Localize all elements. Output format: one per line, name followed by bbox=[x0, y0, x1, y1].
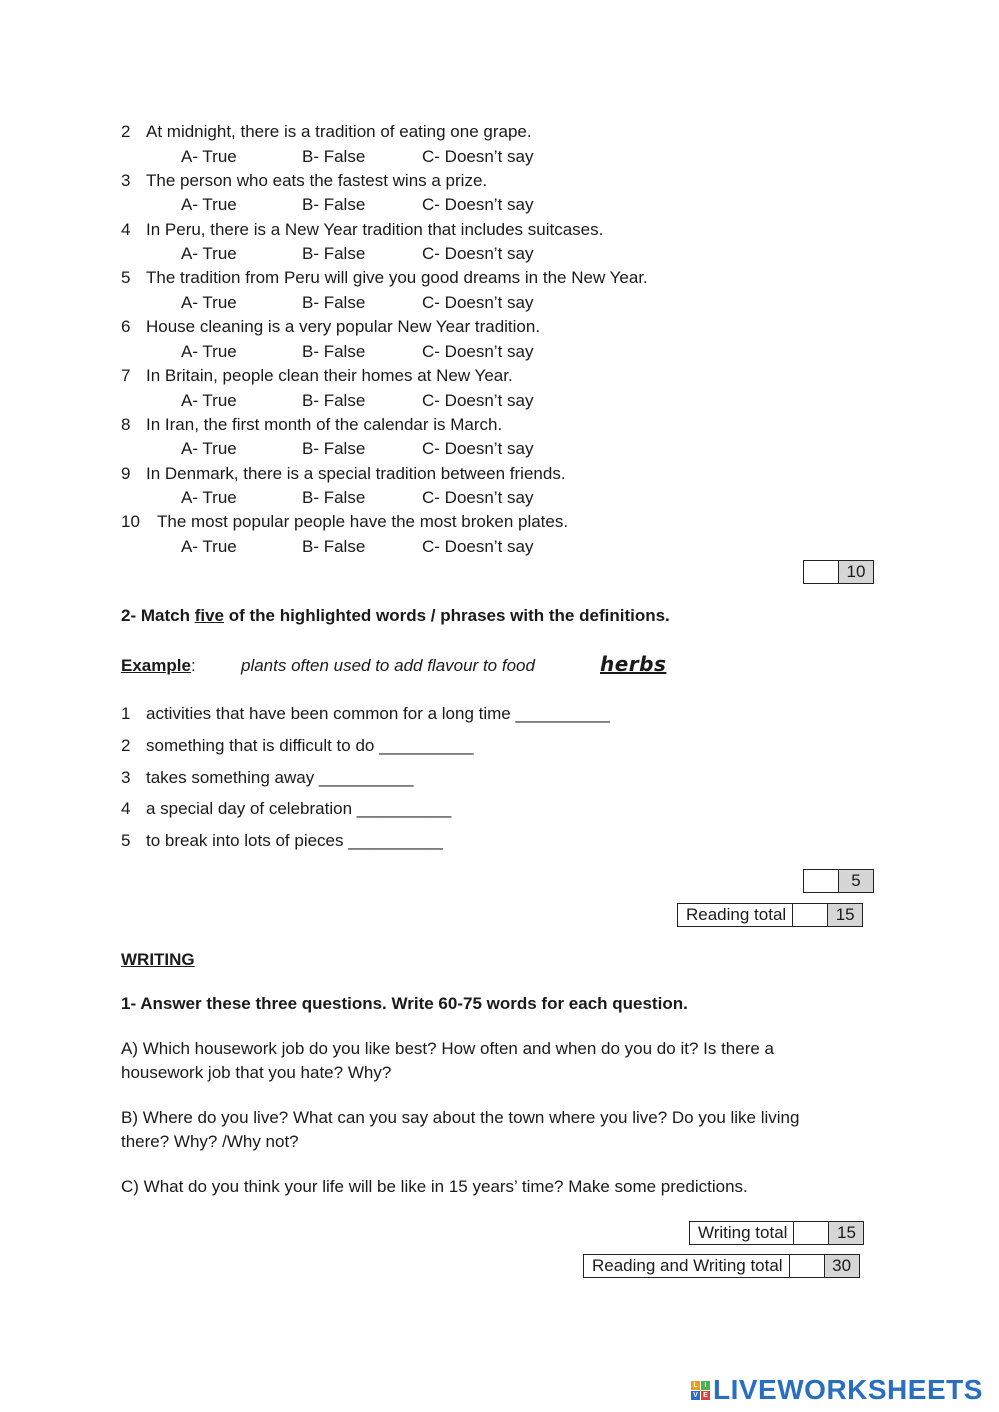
question-text: The tradition from Peru will give you good dreams in the New Year. bbox=[146, 268, 648, 288]
tf-score-max: 10 bbox=[839, 561, 873, 583]
match-item-number: 4 bbox=[121, 799, 131, 819]
example-answer: herbs bbox=[600, 652, 667, 676]
reading-total-max: 15 bbox=[828, 904, 862, 926]
question-b-line2: there? Why? /Why not? bbox=[121, 1132, 299, 1151]
match-item-number: 2 bbox=[121, 735, 131, 755]
option-c[interactable]: C- Doesn’t say bbox=[422, 488, 534, 508]
question-c: C) What do you think your life will be like in 15 years’ time? Make some predictions. bbox=[121, 1177, 748, 1196]
liveworksheets-logo[interactable] bbox=[691, 1374, 983, 1406]
option-a[interactable]: A- True bbox=[181, 292, 237, 312]
tf-score-input[interactable] bbox=[804, 561, 839, 583]
option-a[interactable]: A- True bbox=[181, 341, 237, 361]
question-text: In Denmark, there is a special tradition between friends. bbox=[146, 463, 566, 483]
question-number: 7 bbox=[121, 366, 131, 385]
logo-icon: L I V E bbox=[691, 1381, 710, 1400]
writing-total-box bbox=[689, 1221, 864, 1245]
option-b[interactable]: B- False bbox=[302, 536, 366, 556]
question-b-line1: B) Where do you live? What can you say about the town where you live? Do you like living bbox=[121, 1108, 800, 1127]
overall-total-max: 30 bbox=[825, 1255, 859, 1277]
logo-text: LIVEWORKSHEETS bbox=[713, 1374, 983, 1405]
tf-score-box bbox=[803, 560, 874, 584]
option-a[interactable]: A- True bbox=[181, 390, 237, 410]
option-a[interactable]: A- True bbox=[181, 146, 237, 166]
writing-heading: 1- Answer these three questions. Write 60-75 words for each question. bbox=[121, 994, 688, 1013]
matching-score-max: 5 bbox=[839, 870, 873, 892]
option-c[interactable]: C- Doesn’t say bbox=[422, 439, 534, 459]
match-item-text[interactable]: activities that have been common for a long time __________ bbox=[146, 704, 611, 723]
question-number: 3 bbox=[121, 170, 131, 190]
match-item-text[interactable]: a special day of celebration __________ bbox=[146, 799, 452, 819]
option-c[interactable]: C- Doesn’t say bbox=[422, 244, 534, 264]
match-item-text[interactable]: to break into lots of pieces __________ bbox=[146, 831, 443, 851]
writing-total-max: 15 bbox=[829, 1222, 863, 1244]
option-c[interactable]: C- Doesn’t say bbox=[422, 536, 534, 556]
writing-total-label: Writing total bbox=[690, 1222, 794, 1244]
example-label: Example bbox=[121, 656, 191, 675]
matching-score-input[interactable] bbox=[804, 870, 839, 892]
question-text: In Britain, people clean their homes at New Year. bbox=[146, 366, 513, 385]
reading-total-input[interactable] bbox=[793, 904, 828, 926]
reading-total-label: Reading total bbox=[678, 904, 793, 926]
option-b[interactable]: B- False bbox=[302, 292, 366, 312]
option-a[interactable]: A- True bbox=[181, 536, 237, 556]
option-a[interactable]: A- True bbox=[181, 488, 237, 508]
question-number: 5 bbox=[121, 268, 131, 288]
option-c[interactable]: C- Doesn’t say bbox=[422, 341, 534, 361]
overall-total-box bbox=[583, 1254, 860, 1278]
option-a[interactable]: A- True bbox=[181, 439, 237, 459]
option-b[interactable]: B- False bbox=[302, 244, 366, 264]
question-text: The most popular people have the most broken plates. bbox=[157, 512, 569, 532]
question-a-line2: housework job that you hate? Why? bbox=[121, 1063, 392, 1082]
matching-score-box bbox=[803, 869, 874, 893]
match-item-number: 1 bbox=[121, 704, 131, 723]
option-c[interactable]: C- Doesn’t say bbox=[422, 292, 534, 312]
option-a[interactable]: A- True bbox=[181, 244, 237, 264]
option-a[interactable]: A- True bbox=[181, 195, 237, 215]
example-text: plants often used to add flavour to food bbox=[241, 656, 535, 675]
option-b[interactable]: B- False bbox=[302, 439, 366, 459]
overall-total-label: Reading and Writing total bbox=[584, 1255, 790, 1277]
option-b[interactable]: B- False bbox=[302, 488, 366, 508]
reading-total-box bbox=[677, 903, 863, 927]
question-text: House cleaning is a very popular New Year tradition. bbox=[146, 317, 541, 337]
question-a-line1: A) Which housework job do you like best? How often and when do you do it? Is there a bbox=[121, 1039, 774, 1058]
question-text: In Peru, there is a New Year tradition that includes suitcases. bbox=[146, 219, 604, 239]
question-text: The person who eats the fastest wins a prize. bbox=[146, 170, 488, 190]
question-number: 2 bbox=[121, 122, 131, 141]
option-b[interactable]: B- False bbox=[302, 195, 366, 215]
match-item-number: 3 bbox=[121, 767, 131, 787]
option-b[interactable]: B- False bbox=[302, 146, 366, 166]
option-b[interactable]: B- False bbox=[302, 341, 366, 361]
question-number: 9 bbox=[121, 463, 131, 483]
match-item-number: 5 bbox=[121, 831, 131, 851]
option-c[interactable]: C- Doesn’t say bbox=[422, 195, 534, 215]
question-number: 10 bbox=[121, 512, 140, 532]
option-c[interactable]: C- Doesn’t say bbox=[422, 146, 534, 166]
question-text: At midnight, there is a tradition of eating one grape. bbox=[146, 122, 532, 141]
question-number: 8 bbox=[121, 414, 131, 434]
question-text: In Iran, the first month of the calendar is March. bbox=[146, 414, 503, 434]
option-b[interactable]: B- False bbox=[302, 390, 366, 410]
match-item-text[interactable]: takes something away __________ bbox=[146, 767, 414, 787]
option-c[interactable]: C- Doesn’t say bbox=[422, 390, 534, 410]
example-row: Example: bbox=[121, 656, 196, 675]
match-item-text[interactable]: something that is difficult to do __________ bbox=[146, 735, 474, 755]
overall-total-input[interactable] bbox=[790, 1255, 825, 1277]
matching-heading: 2- Match five of the highlighted words / phrases with the definitions. bbox=[121, 606, 670, 625]
writing-title: WRITING bbox=[121, 950, 195, 969]
question-number: 6 bbox=[121, 317, 131, 337]
question-number: 4 bbox=[121, 219, 131, 239]
writing-total-input[interactable] bbox=[794, 1222, 829, 1244]
